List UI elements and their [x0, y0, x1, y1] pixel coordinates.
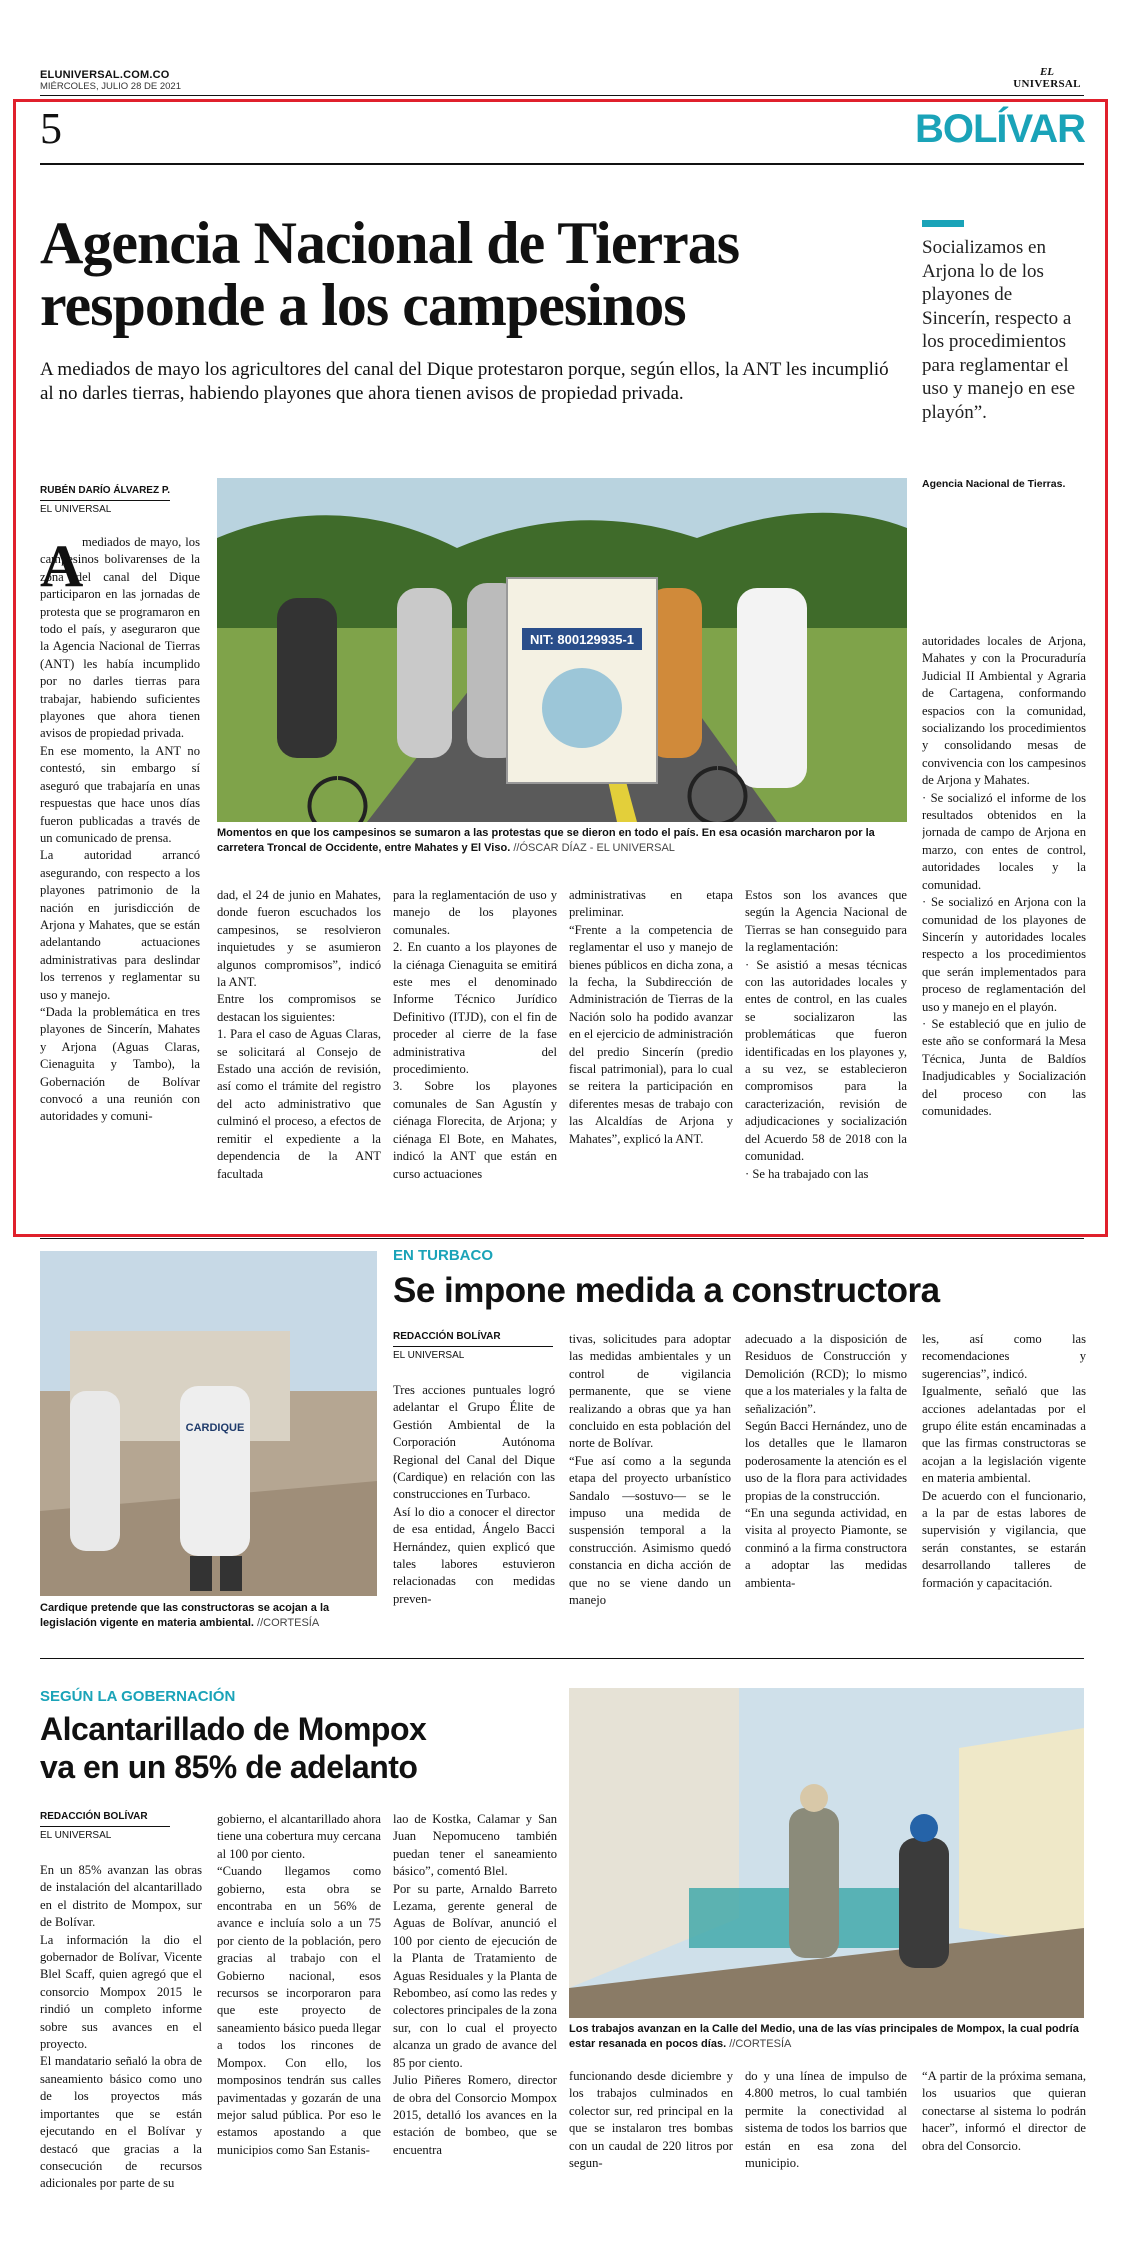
story1-headline [40, 212, 900, 336]
story2-caption-text: Cardique pretende que las constructoras se acojan a la legislación vigente en materia ambiental. [40, 1602, 330, 1629]
story1-col3: para la reglamentación de uso y manejo de los playones comunales. 2. En cuanto a los playones de la ciénaga Cienaguita se emitirá este mes el denominado Informe Técnico Jurídico Definitivo (ITJD), con el fin de proceder al cierre de la fase administrativa del procedimiento. 3. Sobre los playones comunales de San Agustín y ciénaga Florecita, de Arjona; y ciénaga El Bote, en Mahates, indicó la ANT que están en curso actuaciones [393, 888, 557, 1181]
story3-col5: do y una línea de impulso de 4.800 metros, lo cual también permite la conectividad al sistema de todos los barrios que están en esa zona del municipio. [745, 2069, 907, 2171]
story3-headline-line2: va en un 85% de adelanto [40, 1749, 418, 1785]
story1-author: RUBÉN DARÍO ÁLVAREZ P. [40, 484, 170, 501]
story1-deck: A mediados de mayo los agricultores del canal del Dique protestaron porque, según ellos, la ANT les incumplió al no darles tierras, habiendo playones que ahora tienen avisos de propiedad privada. [40, 359, 889, 404]
story3-col6: “A partir de la próxima semana, los usuarios que quieran conectarse al sistema lo podrán hacer”, informó el director de obra del Consorcio. [922, 2069, 1086, 2153]
protest-sign-text: NIT: 800129935-1 [529, 632, 635, 647]
section-rule [40, 163, 1084, 165]
story1-col2: dad, el 24 de junio en Mahates, donde fueron escuchados los campesinos, se resolvieron inquietudes y se asumieron algunos compromisos”, indicó la ANT. Entre los compromisos se destacan los siguientes: 1. Para el caso de Aguas Claras, se solicitará al Consejo de Estado una acción de revisión, así como el trámite del registro del acto administrativo que culminó el proceso, a efectos de remitir el expediente a la dependencia de la ANT facultada [217, 888, 381, 1181]
story1-photo-credit: //ÓSCAR DÍAZ - EL UNIVERSAL [513, 842, 675, 854]
story2-col2: tivas, solicitudes para adoptar las medidas ambientales y un control de vigilancia permanente, que se viene realizando a obras que ya han concluido en esta población del norte de Bolívar. “Fue así como a la segunda etapa del proyecto urbanístico Sandalo —sostuvo— se le impuso una medida de suspensión temporal a la construcción. Asimismo quedó constancia en dicha acción de que no se viene dando un manejo [569, 1332, 731, 1608]
story1-dropcap: A [40, 533, 84, 599]
story2-col4: les, así como las recomendaciones y sugerencias”, indicó. Igualmente, señaló que las acciones adelantadas por el grupo élite están encaminadas a que las firmas constructoras se acojan a la legislación vigente en materia ambiental. De acuerdo con el funcionario, a la par de estas labores de supervisión y vigilancia, que serán constantes, se estarán desarrollando talleres de formación y capacitación. [922, 1332, 1086, 1590]
story2-photo [40, 1251, 377, 1596]
story3-col4: funcionando desde diciembre y los trabajos culminados en colector sur, red principal en la que se instalaron tres bombas con un caudal de 220 litros por segun- [569, 2069, 733, 2171]
construction-photo-illustration [40, 1251, 377, 1596]
story3-caption-text: Los trabajos avanzan en la Calle del Medio, una de las vías principales de Mompox, la cual podría estar resanada en pocos días. [569, 2023, 1079, 2050]
story3-col2: gobierno, el alcantarillado ahora tiene una cobertura muy cercana al 100 por ciento. “Cuando llegamos como gobierno, esta obra se encontraba en un 56% de avance e incluía solo a un 75 por ciento de la población, pero gracias al trabajo con el Gobierno nacional, esos recursos se incorporaron para que este proyecto de saneamiento básico pueda llegar a todos los rincones de Mompox. Con ello, los momposinos tendrán sus calles pavimentadas y gozarán de una mejor salud pública. Por eso le estamos apostando a que municipios como San Estanis- [217, 1812, 381, 2157]
logo-bottom: UNIVERSAL [1013, 78, 1081, 90]
pull-quote-source: Agencia Nacional de Tierras. [922, 478, 1066, 490]
story1-bottom-rule [40, 1238, 1084, 1239]
story2-outlet: EL UNIVERSAL [393, 1350, 465, 1361]
story1-byline [40, 484, 170, 517]
story3-col3: lao de Kostka, Calamar y San Juan Nepomuceno también puedan tener el saneamiento básico”, comentó Blel. Por su parte, Arnaldo Barreto Lezama, gerente general de Aguas de Bolívar, anunció el 100 por ciento de ejecución de la Planta de Tratamiento de Aguas Residuales y la Planta de Rebombeo, así como las redes y colectores principales de la zona sur, con lo cual el proyecto alcanza un grado de avance del 85 por ciento. Julio Piñeres Romero, director de obra del Consorcio Mompox 2015, detalló los avances en la estación de bombeo, que se encuentra [393, 1812, 557, 2157]
story3-photo [569, 1688, 1084, 2018]
story3-col1: En un 85% avanzan las obras de instalación del alcantarillado en el distrito de Mompox, sur de Bolívar. La información la dio el gobernador de Bolívar, Vicente Blel Scaff, quien agregó que el consorcio Mompox 2015 le rindió un completo informe sobre sus avances en el proyecto. El mandatario señaló la obra de saneamiento básico como uno de los proyectos más importantes que se están ejecutando en el Bolívar y destacó que gracias a la consecución de recursos adicionales por parte de su [40, 1863, 202, 2191]
protest-photo-illustration [217, 478, 907, 822]
story2-bottom-rule [40, 1658, 1084, 1659]
story3-headline-line1: Alcantarillado de Mompox [40, 1711, 427, 1747]
story1-outlet: EL UNIVERSAL [40, 504, 112, 515]
story1-headline-line2: responde a los campesinos [40, 272, 686, 338]
story2-byline [393, 1330, 553, 1363]
story2-caption [40, 1601, 377, 1631]
story3-caption [569, 2022, 1084, 2052]
story3-kicker: SEGÚN LA GOBERNACIÓN [40, 1688, 236, 1705]
pull-quote: Socializamos en Arjona lo de los playones de Sincerín, respecto a los procedimientos para reglamentar el uso y manejo en ese playón”. [922, 237, 1076, 423]
story1-col5: Estos son los avances que según la Agencia Nacional de Tierras se han conseguido para la reglamentación: · Se asistió a mesas técnicas con las autoridades locales y entes de control, en las cuales se socializaron las problemáticas que fueron identificadas en los playones y, a su vez, se establecieron compromisos para la caracterización, revisión de adjudicaciones y socialización del Acuerdo 58 de 2018 con la comunidad. · Se ha trabajado con las [745, 888, 907, 1181]
story2-author: REDACCIÓN BOLÍVAR [393, 1330, 553, 1347]
story1-col6: autoridades locales de Arjona, Mahates y con la Procuraduría Judicial II Ambiental y Agraria de Cartagena, conformando espacios con la comunidad, socializando los procedimientos y consolidando mesas de convivencia con los campesinos de Arjona y Mahates. · Se socializó el informe de los resultados obtenidos en la jornada de campo de Arjona en marzo, con entes de control, autoridades locales y la comunidad. · Se socializó en Arjona con la comunidad de los playones de Sincerín y autoridades locales respecto a los procedimientos que serán implementados para proceso de reglamentación del uso y manejo en el playón. · Se estableció que en julio de este año se conformará la Mesa Técnica, Junta de Baldíos Inadjudicables y Socialización del proceso con las comunidades. [922, 634, 1086, 1118]
pull-quote-accent [922, 220, 964, 227]
site-url: ELUNIVERSAL.COM.CO [40, 69, 170, 81]
story3-byline [40, 1810, 170, 1843]
masthead-rule [40, 95, 1084, 96]
story1-headline-line1: Agencia Nacional de Tierras [40, 210, 740, 276]
story1-col4: administrativas en etapa preliminar. “Frente a la competencia de reglamentar el uso y manejo de bienes públicos en dicha zona, a la fecha, la Subdirección de Administración de Tierras de la Nación solo ha podido avanzar en el ejercicio de administración del predio Sincerín (predio fiscal patrimonial), para lo cual se reitera la participación en diferentes mesas de trabajo con las Alcaldías de Arjona y Mahates”, explicó la ANT. [569, 888, 733, 1146]
vest-label: CARDIQUE [185, 1422, 245, 1434]
story2-col1: Tres acciones puntuales logró adelantar el Grupo Élite de Gestión Ambiental de la Corporación Autónoma Regional del Canal del Dique (Cardique) en relación con las construcciones en Turbaco. Así lo dio a conocer el director de esa entidad, Ángelo Bacci Hernández, quien explicó que tales labores estuvieron relacionadas con medidas preven- [393, 1383, 555, 1606]
story2-photo-credit: //CORTESÍA [257, 1617, 320, 1629]
story3-author: REDACCIÓN BOLÍVAR [40, 1810, 170, 1827]
street-works-photo-illustration [569, 1688, 1084, 2018]
logo-top: EL [1039, 66, 1055, 78]
story1-col1-top: mediados de mayo, los campesinos bolivarenses de la zona del canal del Dique participaron en las jornadas de protesta que se programaron en todo el país, y aseguraron que la Agencia Nacional de Tierras (ANT) les había incumplido por no darles tierras para trabajar, habiendo suficientes playones que ahora tienen avisos de propiedad privada. En ese momento, la ANT no contestó, sin embargo sí aseguró que trabajaría en unas respuestas que hace unos días fueron publicadas a través de un comunicado de prensa. La autoridad arrancó asegurando, con respecto a los playones patrimonio de la nación en jurisdicción de Arjona y Mahates, que se están adelantando actuaciones administrativas para deslindar los terrenos y reglamentar su uso y manejo. “Dada la problemática en tres playones de Sincerín, Mahates y Arjona (Aguas Claras, Cienaguita y Tambo), la Gobernación de Bolívar convocó a una reunión con autoridades y comuni- [40, 535, 200, 1124]
story2-kicker: EN TURBACO [393, 1247, 493, 1264]
story3-headline [40, 1710, 560, 1786]
section-label: BOLÍVAR [915, 107, 1086, 151]
story1-photo [217, 478, 907, 822]
newspaper-logo [1010, 66, 1084, 90]
issue-date: MIÉRCOLES, JULIO 28 DE 2021 [40, 81, 181, 92]
story3-photo-credit: //CORTESÍA [729, 2038, 792, 2050]
page-number: 5 [40, 104, 62, 153]
story1-caption [217, 826, 907, 856]
story3-outlet: EL UNIVERSAL [40, 1830, 112, 1841]
story2-headline: Se impone medida a constructora [393, 1271, 940, 1310]
story1-caption-text: Momentos en que los campesinos se sumaron a las protestas que se dieron en todo el país. En esa ocasión marcharon por la carretera Troncal de Occidente, entre Mahates y El Viso. [217, 827, 875, 854]
story2-col3: adecuado a la disposición de Residuos de Construcción y Demolición (RCD); lo mismo que a los materiales y la falta de señalización”. Según Bacci Hernández, uno de los detalles que le llamaron poderosamente la atención es el uso de la flora para actividades propias de la construcción. “En una segunda actividad, en visita al proyecto Piamonte, se conminó a la firma constructora a adoptar las medidas ambienta- [745, 1332, 907, 1590]
